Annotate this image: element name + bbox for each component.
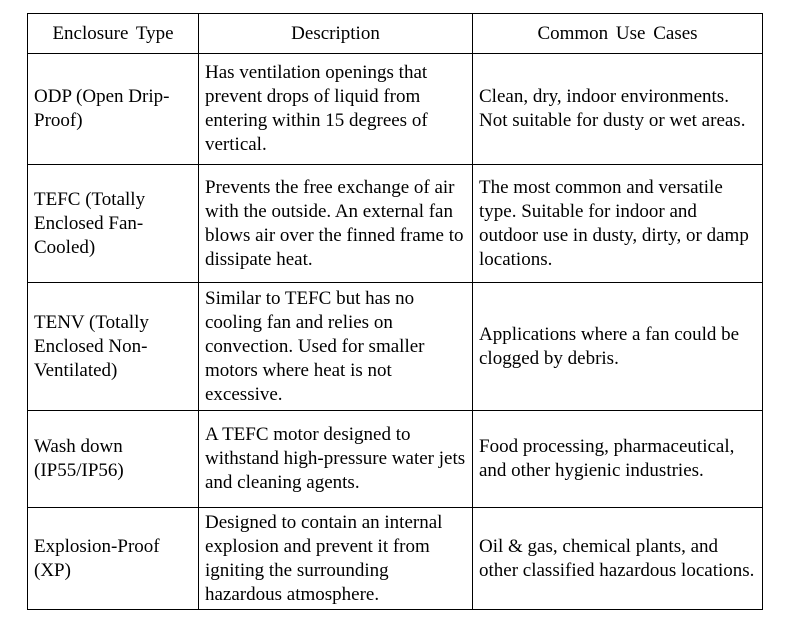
cell-description: A TEFC motor designed to withstand high-pressure water jets and cleaning agents.	[199, 411, 473, 508]
table-header-row	[28, 14, 763, 54]
cell-enclosure-type: Explosion-Proof (XP)	[28, 508, 199, 610]
enclosure-table	[27, 13, 763, 610]
cell-use-cases: Clean, dry, indoor environments. Not suitable for dusty or wet areas.	[473, 54, 763, 165]
table-row	[28, 54, 763, 165]
table-row	[28, 283, 763, 411]
table-row	[28, 508, 763, 610]
cell-use-cases: The most common and versatile type. Suitable for indoor and outdoor use in dusty, dirty, or damp locations.	[473, 165, 763, 283]
cell-description: Designed to contain an internal explosion and prevent it from igniting the surrounding hazardous atmosphere.	[199, 508, 473, 610]
cell-use-cases: Applications where a fan could be clogged by debris.	[473, 283, 763, 411]
table-row	[28, 411, 763, 508]
cell-use-cases: Food processing, pharmaceutical, and other hygienic industries.	[473, 411, 763, 508]
cell-description: Has ventilation openings that prevent drops of liquid from entering within 15 degrees of vertical.	[199, 54, 473, 165]
header-common-use-cases: Common Use Cases	[473, 14, 763, 54]
header-enclosure-type: Enclosure Type	[28, 14, 199, 54]
cell-enclosure-type: TEFC (Totally Enclosed Fan-Cooled)	[28, 165, 199, 283]
table-row	[28, 165, 763, 283]
cell-description: Similar to TEFC but has no cooling fan and relies on convection. Used for smaller motors where heat is not excessive.	[199, 283, 473, 411]
cell-enclosure-type: ODP (Open Drip-Proof)	[28, 54, 199, 165]
cell-use-cases: Oil & gas, chemical plants, and other classified hazardous locations.	[473, 508, 763, 610]
cell-enclosure-type: TENV (Totally Enclosed Non-Ventilated)	[28, 283, 199, 411]
header-description: Description	[199, 14, 473, 54]
cell-description: Prevents the free exchange of air with the outside. An external fan blows air over the finned frame to dissipate heat.	[199, 165, 473, 283]
cell-enclosure-type: Wash down (IP55/IP56)	[28, 411, 199, 508]
